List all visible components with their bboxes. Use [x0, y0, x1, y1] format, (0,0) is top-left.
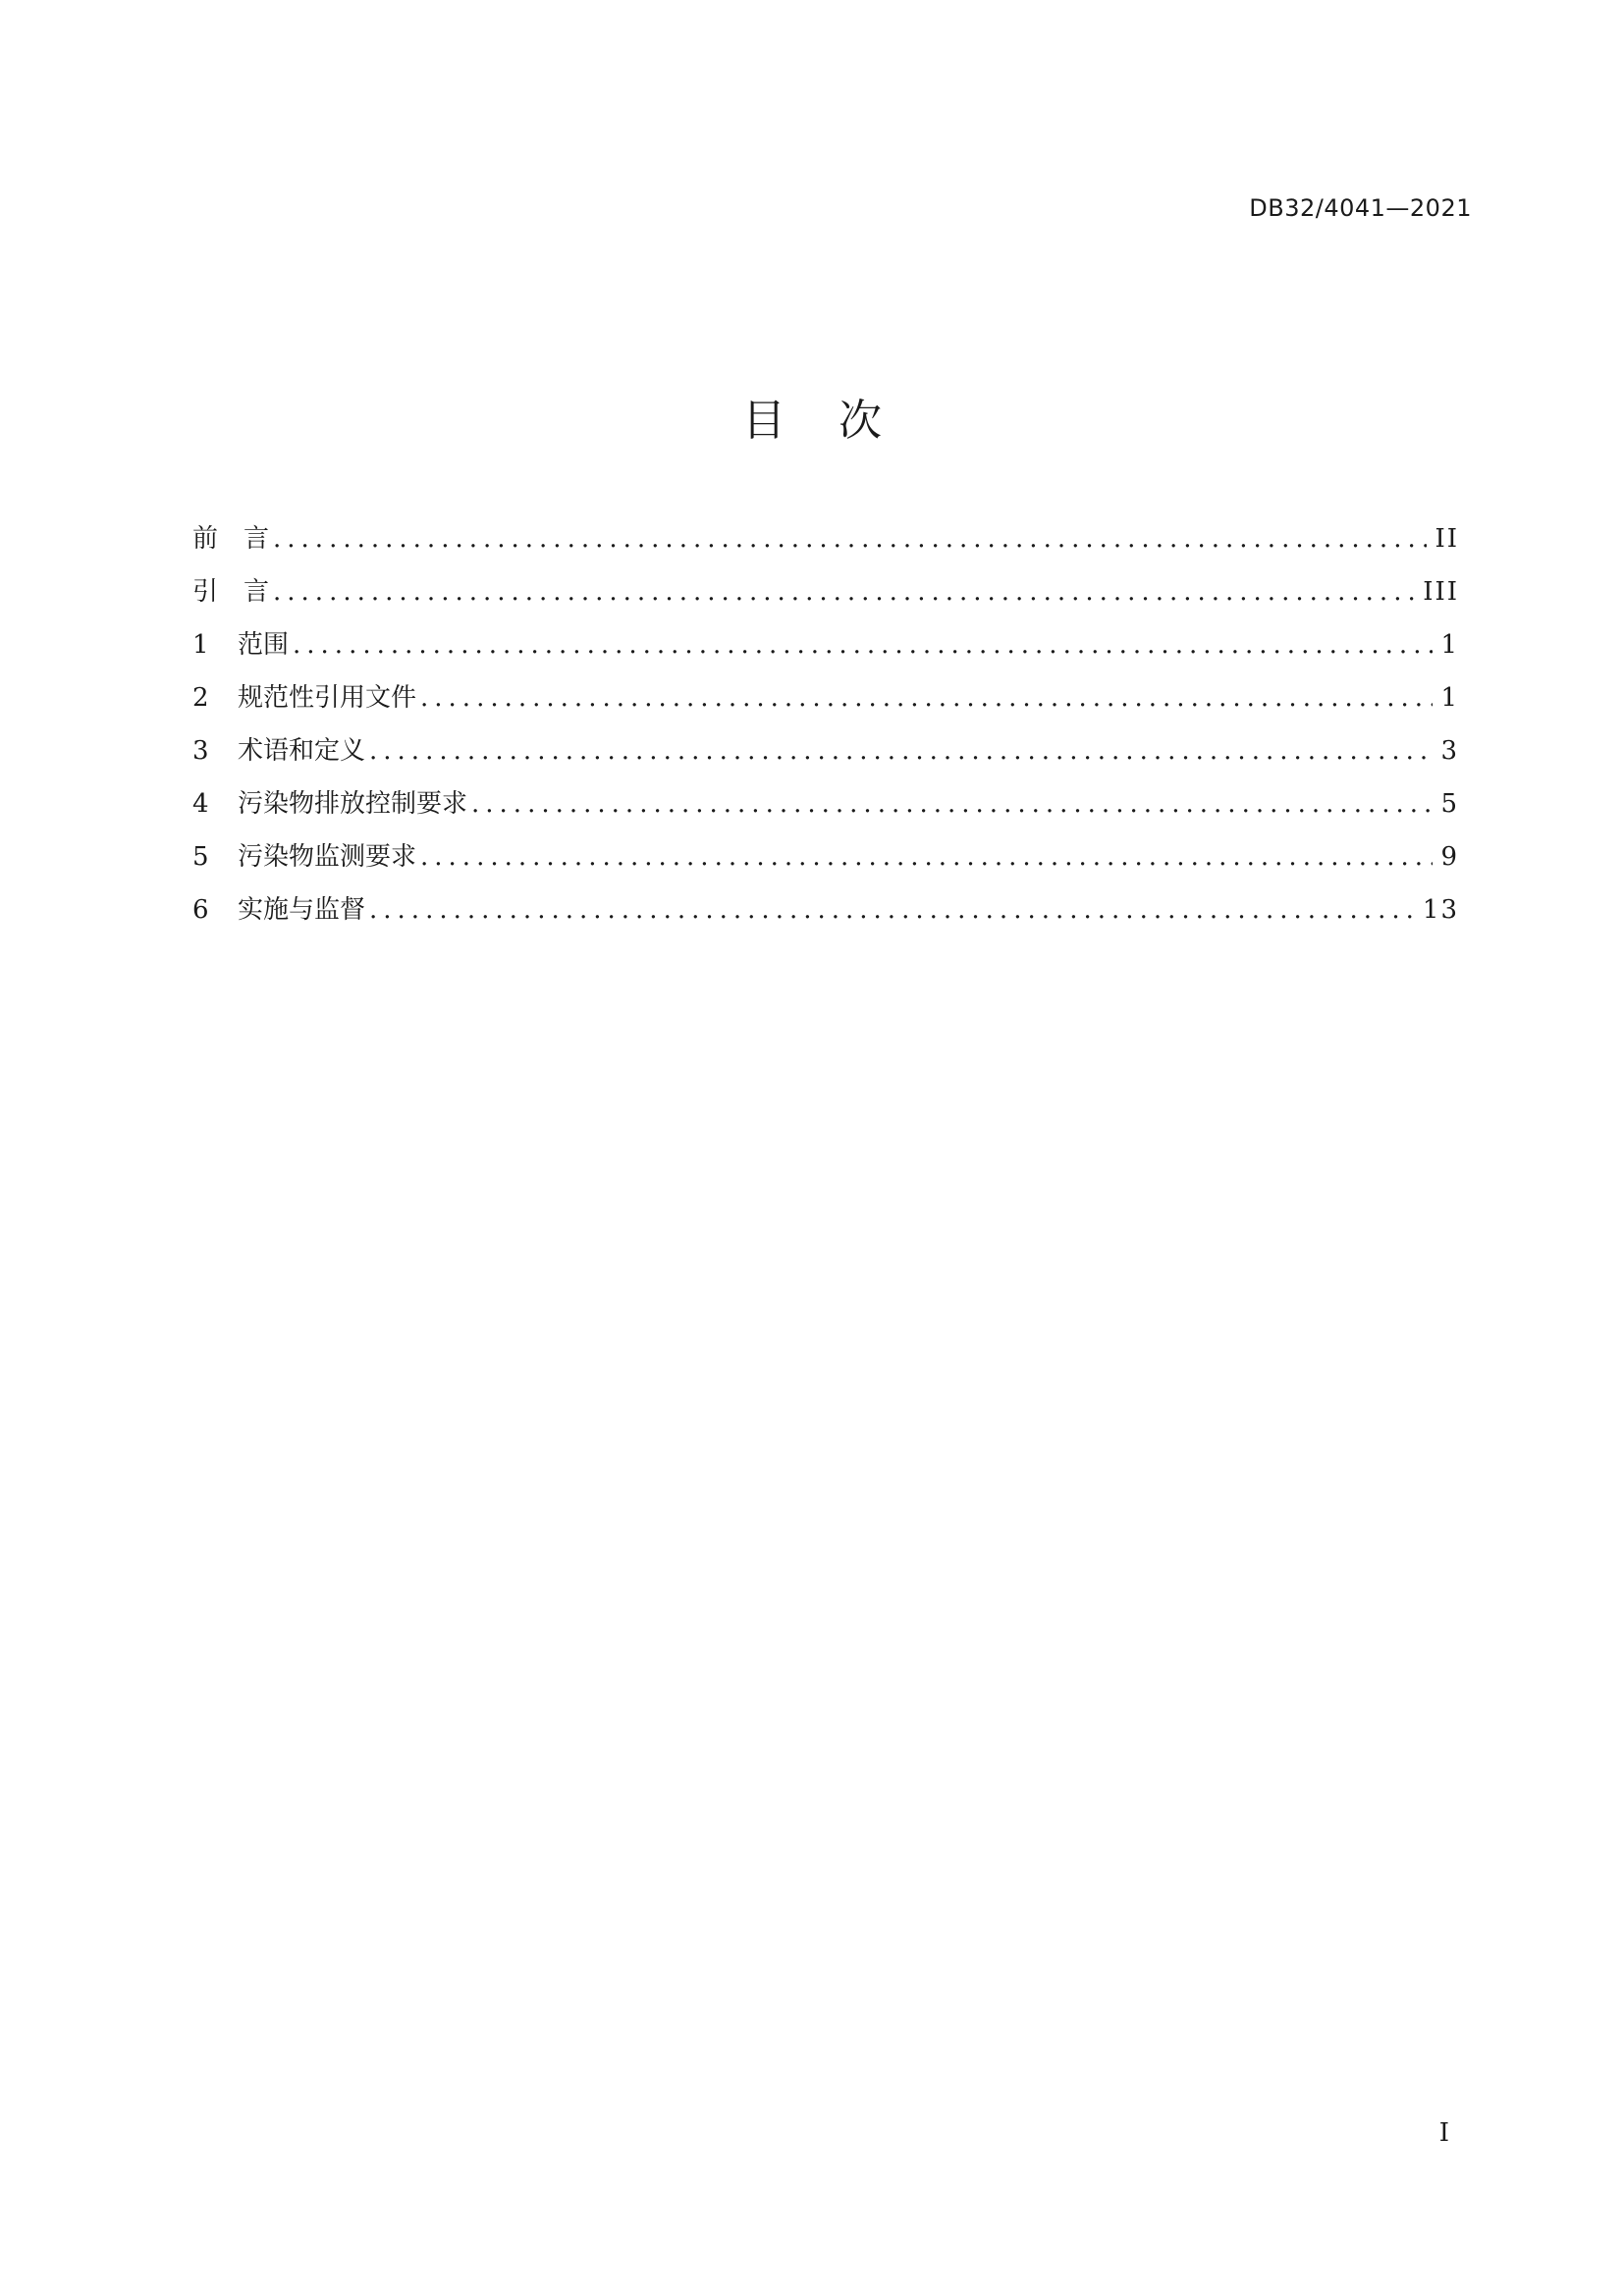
toc-entry-number: 5	[192, 842, 209, 872]
toc-leader-dots	[471, 789, 1433, 819]
toc-entry-page: III	[1423, 577, 1459, 607]
toc-entry-text: 前 言	[192, 524, 270, 554]
toc-entry-monitoring[interactable]	[192, 836, 1459, 889]
page-number: I	[1438, 2118, 1449, 2148]
toc-entry-text: 实施与监督	[238, 895, 366, 925]
toc-entry-text: 污染物排放控制要求	[238, 789, 468, 819]
toc-entry-emission-control[interactable]	[192, 783, 1459, 836]
toc-title: 目 次	[742, 396, 882, 446]
toc-entry-number: 3	[192, 736, 209, 766]
toc-entry-text: 术语和定义	[238, 736, 366, 766]
document-number: DB32/4041—2021	[1249, 194, 1472, 222]
toc-entry-page: 3	[1440, 736, 1459, 766]
toc-entry-introduction[interactable]	[192, 571, 1459, 624]
toc-entry-text: 范围	[238, 630, 290, 660]
toc-entry-text: 引 言	[192, 577, 270, 607]
toc-entry-text: 规范性引用文件	[238, 683, 417, 713]
toc-entry-number: 4	[192, 789, 209, 819]
toc-leader-dots	[420, 683, 1433, 713]
toc-entry-page: 13	[1422, 895, 1459, 925]
toc-entry-page: 9	[1440, 842, 1459, 872]
toc-entry-number: 2	[192, 683, 209, 713]
toc-leader-dots	[273, 524, 1427, 554]
toc-entry-terms-definitions[interactable]	[192, 730, 1459, 783]
toc-entry-text: 污染物监测要求	[238, 842, 417, 872]
table-of-contents	[192, 518, 1459, 942]
toc-leader-dots	[420, 842, 1433, 872]
toc-entry-implementation[interactable]	[192, 889, 1459, 942]
toc-entry-page: 5	[1440, 789, 1459, 819]
toc-leader-dots	[273, 577, 1415, 607]
toc-entry-preface[interactable]	[192, 518, 1459, 571]
toc-leader-dots	[293, 630, 1433, 660]
toc-entry-page: 1	[1440, 683, 1459, 713]
toc-entry-normative-references[interactable]	[192, 677, 1459, 730]
toc-entry-scope[interactable]	[192, 624, 1459, 677]
toc-entry-number: 1	[192, 630, 209, 660]
toc-entry-number: 6	[192, 895, 209, 925]
toc-entry-page: 1	[1440, 630, 1459, 660]
toc-leader-dots	[369, 736, 1433, 766]
toc-entry-page: II	[1435, 524, 1459, 554]
toc-leader-dots	[369, 895, 1415, 925]
